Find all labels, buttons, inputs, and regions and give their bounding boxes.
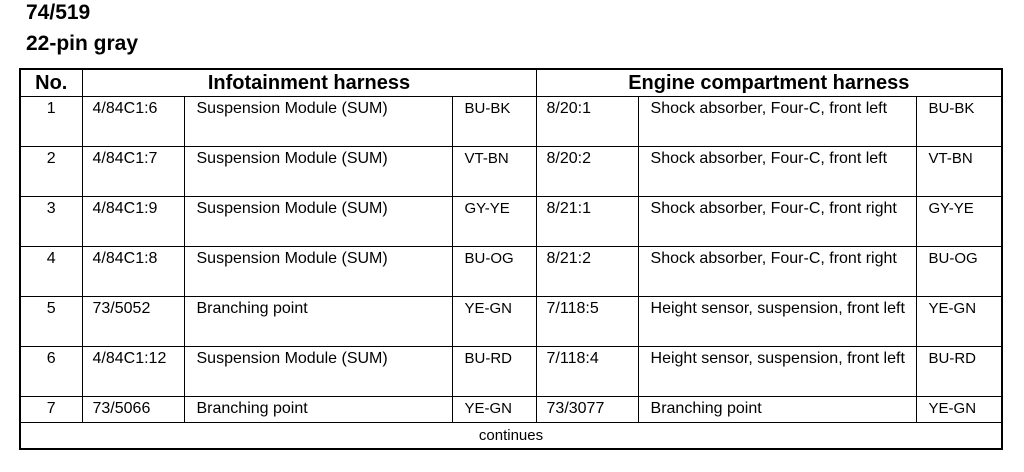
pin-number: 3 [20,197,82,247]
table-row [20,97,1002,147]
infotainment-description: Suspension Module (SUM) [184,347,452,397]
infotainment-description: Branching point [184,397,452,423]
infotainment-pin: 4/84C1:12 [82,347,184,397]
infotainment-description: Suspension Module (SUM) [184,147,452,197]
infotainment-pin: 73/5052 [82,297,184,347]
infotainment-wire-color: BU-BK [452,97,536,147]
infotainment-wire-color: YE-GN [452,297,536,347]
pin-number: 7 [20,397,82,423]
infotainment-pin: 4/84C1:9 [82,197,184,247]
table-body [20,97,1002,423]
engine-pin: 7/118:4 [536,347,638,397]
infotainment-wire-color: BU-OG [452,247,536,297]
pin-number: 5 [20,297,82,347]
table-row [20,297,1002,347]
engine-wire-color: GY-YE [916,197,1002,247]
infotainment-pin: 4/84C1:6 [82,97,184,147]
infotainment-pin: 73/5066 [82,397,184,423]
header-no: No. [20,69,82,97]
header-engine-compartment-harness: Engine compartment harness [536,69,1002,97]
pin-number: 1 [20,97,82,147]
engine-wire-color: BU-RD [916,347,1002,397]
engine-description: Shock absorber, Four-C, front right [638,247,916,297]
engine-description: Shock absorber, Four-C, front left [638,97,916,147]
connector-type: 22-pin gray [26,32,139,55]
table-row [20,197,1002,247]
engine-pin: 7/118:5 [536,297,638,347]
table-footer-row [20,423,1002,450]
infotainment-description: Suspension Module (SUM) [184,197,452,247]
engine-pin: 73/3077 [536,397,638,423]
engine-wire-color: YE-GN [916,297,1002,347]
infotainment-wire-color: GY-YE [452,197,536,247]
infotainment-description: Branching point [184,297,452,347]
header-infotainment-harness: Infotainment harness [82,69,536,97]
engine-pin: 8/20:1 [536,97,638,147]
engine-description: Shock absorber, Four-C, front right [638,197,916,247]
engine-wire-color: VT-BN [916,147,1002,197]
continues-note: continues [20,423,1002,450]
engine-description: Height sensor, suspension, front left [638,297,916,347]
pin-number: 4 [20,247,82,297]
engine-wire-color: BU-OG [916,247,1002,297]
engine-wire-color: BU-BK [916,97,1002,147]
pinout-table [19,68,1003,450]
engine-wire-color: YE-GN [916,397,1002,423]
pin-number: 6 [20,347,82,397]
infotainment-pin: 4/84C1:7 [82,147,184,197]
infotainment-description: Suspension Module (SUM) [184,97,452,147]
engine-pin: 8/21:2 [536,247,638,297]
infotainment-wire-color: BU-RD [452,347,536,397]
infotainment-pin: 4/84C1:8 [82,247,184,297]
pin-number: 2 [20,147,82,197]
infotainment-description: Suspension Module (SUM) [184,247,452,297]
engine-description: Shock absorber, Four-C, front left [638,147,916,197]
engine-description: Height sensor, suspension, front left [638,347,916,397]
table-row [20,397,1002,423]
connector-id: 74/519 [26,1,91,24]
engine-description: Branching point [638,397,916,423]
infotainment-wire-color: VT-BN [452,147,536,197]
table-row [20,247,1002,297]
table-header-row [20,69,1002,97]
table-row [20,147,1002,197]
table-row [20,347,1002,397]
infotainment-wire-color: YE-GN [452,397,536,423]
engine-pin: 8/20:2 [536,147,638,197]
engine-pin: 8/21:1 [536,197,638,247]
